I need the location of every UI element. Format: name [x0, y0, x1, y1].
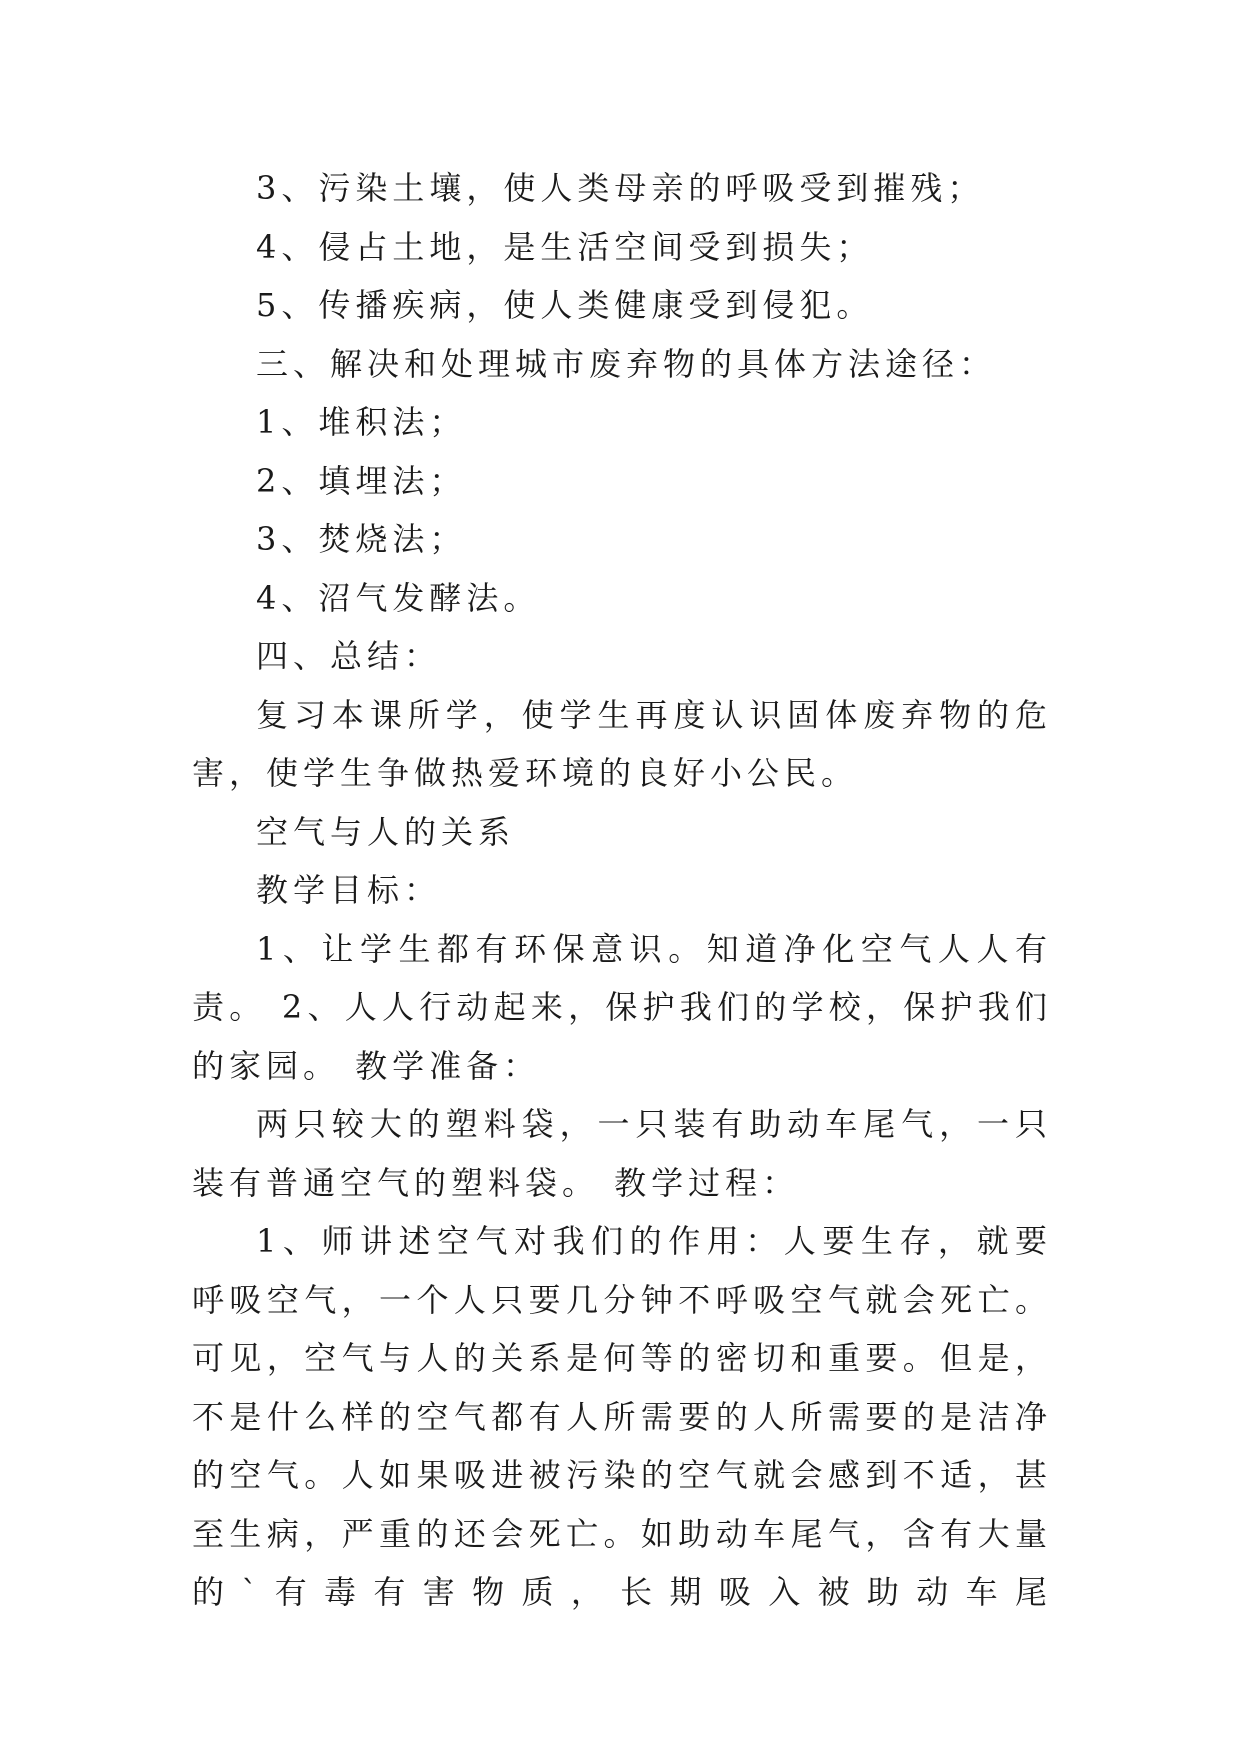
- list-item-biogas: 4、沼气发酵法。: [256, 578, 541, 617]
- process-paragraph: 1、师讲述空气对我们的作用：人要生存，就要呼吸空气，一个人只要几分钟不呼吸空气就会死亡。可见，空气与人的关系是何等的密切和重要。但是，不是什么样的空气都有人所需要的人所需要的是洁净的空气。人如果吸进被污染的空气就会感到不适，甚至生病，严重的还会死亡。如助动车尾气，含有大量的`有毒有害物质，长期吸入被助动车尾: [192, 1222, 1052, 1611]
- summary-paragraph: 复习本课所学，使学生再度认识固体废弃物的危害，使学生争做热爱环境的良好小公民。: [192, 695, 1052, 792]
- section-heading-methods: 三、解决和处理城市废弃物的具体方法途径：: [256, 344, 997, 383]
- objectives-paragraph: 1、让学生都有环保意识。知道净化空气人人有责。 2、人人行动起来，保护我们的学校，保护我们的家园。 教学准备：: [192, 929, 1052, 1085]
- lesson-title: 空气与人的关系: [256, 812, 516, 851]
- list-item-pollute-soil: 3、污染土壤，使人类母亲的呼吸受到摧残；: [256, 169, 985, 207]
- list-item-occupy-land: 4、侵占土地，是生活空间受到损失；: [256, 227, 874, 266]
- section-heading-summary: 四、总结：: [256, 637, 442, 675]
- section-heading-objectives: 教学目标：: [256, 871, 442, 909]
- list-item-spread-disease: 5、传播疾病，使人类健康受到侵犯。: [256, 286, 874, 324]
- list-item-stacking: 1、堆积法；: [256, 403, 467, 441]
- preparation-paragraph: 两只较大的塑料袋，一只装有助动车尾气，一只装有普通空气的塑料袋。 教学过程：: [192, 1105, 1052, 1202]
- list-item-landfill: 2、填埋法；: [256, 461, 467, 500]
- list-item-incineration: 3、焚烧法；: [256, 520, 467, 558]
- document-body: [192, 159, 1052, 1622]
